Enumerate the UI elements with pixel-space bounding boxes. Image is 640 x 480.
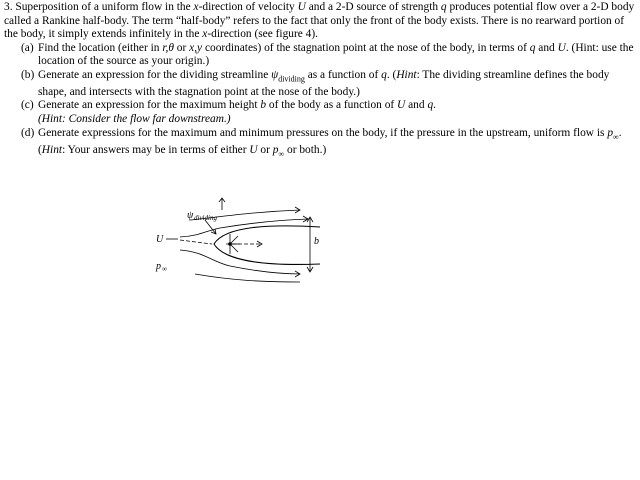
figure-p-subscript: ∞ (162, 265, 167, 273)
part-c-label: (c) (21, 99, 34, 112)
intro-var-x: x (193, 1, 199, 13)
part-d (4, 127, 636, 161)
intro-var-x2: x (202, 28, 208, 41)
part-c-text-3: and (405, 99, 428, 112)
part-a-text-4: and (535, 41, 558, 54)
intro-text-1: Superposition of a uniform flow in the (15, 1, 194, 13)
streamline-lower (180, 250, 300, 274)
intro-text-3: and a 2-D source of strength (305, 1, 441, 13)
part-b-hint-label: Hint (396, 68, 417, 81)
part-d-text-5: or both.) (284, 143, 327, 156)
part-d-var-u: U (249, 143, 258, 156)
part-a-text-2: or (173, 41, 190, 54)
part-b (4, 69, 636, 99)
part-b-text-3: . ( (386, 68, 397, 81)
up-arrow (219, 198, 225, 210)
part-d-var-p: p (607, 126, 614, 139)
part-b-text-2: as a function of (304, 68, 382, 81)
figure-u-label: U (156, 234, 164, 245)
part-c-text-4: . (433, 99, 436, 112)
part-a-text-5: . (Hint: use the location of the source as your origin.) (38, 41, 634, 68)
source-point-icon (228, 242, 232, 246)
intro-var-u: U (297, 1, 306, 13)
problem-intro (4, 1, 636, 42)
intro-text-4: produces potential flow over a 2-D body called a Rankine half-body. The term “half-body” refers to the fact that only the front of the body exists. There is no rearward portion of the body, it simply extends infinitely in the (4, 1, 635, 41)
part-c-hint: (Hint: Consider the flow far downstream.) (38, 113, 231, 126)
figure-p-label: p (156, 261, 161, 272)
problem-number: 3. (4, 1, 13, 13)
part-d-text-4: or (257, 143, 273, 156)
part-c (4, 99, 636, 126)
part-c-text-2: of the body as a function of (266, 99, 398, 112)
part-c-var-u: U (397, 99, 406, 112)
part-b-text-1: Generate an expression for the dividing streamline (38, 68, 272, 81)
part-b-psi-subscript: dividing (278, 74, 305, 84)
part-a-text-1: Find the location (either in (38, 41, 163, 54)
intro-text-5: -direction (see figure 4). (207, 28, 319, 41)
part-b-psi-symbol: ψ (271, 68, 279, 81)
part-b-label: (b) (21, 68, 35, 81)
part-d-label: (d) (21, 126, 35, 139)
intro-text-2: -direction of velocity (198, 1, 298, 13)
figure-b-label: b (314, 236, 319, 247)
streamline-center (180, 240, 262, 244)
part-a-coords-cartesian: x,y (189, 41, 203, 54)
part-c-var-q: q (427, 99, 434, 112)
part-d-text-2: . ( (38, 126, 622, 156)
part-d-hint-label: Hint (41, 143, 63, 156)
part-a-label: (a) (21, 41, 34, 54)
rankine-half-body-figure (150, 192, 330, 287)
part-a-var-q: q (529, 41, 536, 54)
part-a-coords-polar: r,θ (162, 41, 174, 54)
part-d-p-subscript: ∞ (613, 131, 619, 141)
part-d-text-1: Generate expressions for the maximum and minimum pressures on the body, if the pressure in the upstream, uniform flow is (38, 126, 608, 139)
part-b-text-4: : The dividing streamline defines the body shape, and intersects with the stagnation point at the nose of the body.) (38, 68, 610, 98)
part-c-text-1: Generate an expression for the maximum height (38, 99, 261, 112)
figure-psi-label: ψ (187, 210, 194, 221)
streamline-bottom (195, 274, 300, 282)
part-a-text-3: coordinates) of the stagnation point at the nose of the body, in terms of (202, 41, 530, 54)
part-b-var-q: q (381, 68, 387, 81)
part-d-var-p2: p (272, 143, 279, 156)
part-d-p2-subscript: ∞ (278, 148, 285, 158)
figure-psi-subscript: dividing (194, 214, 217, 222)
part-d-text-3: : Your answers may be in terms of either (62, 143, 250, 156)
part-c-var-b: b (260, 99, 267, 112)
part-a-var-u: U (557, 41, 566, 54)
part-a (4, 42, 636, 69)
problem-text (4, 1, 636, 160)
problem-parts (4, 42, 636, 161)
intro-var-q: q (440, 1, 447, 13)
